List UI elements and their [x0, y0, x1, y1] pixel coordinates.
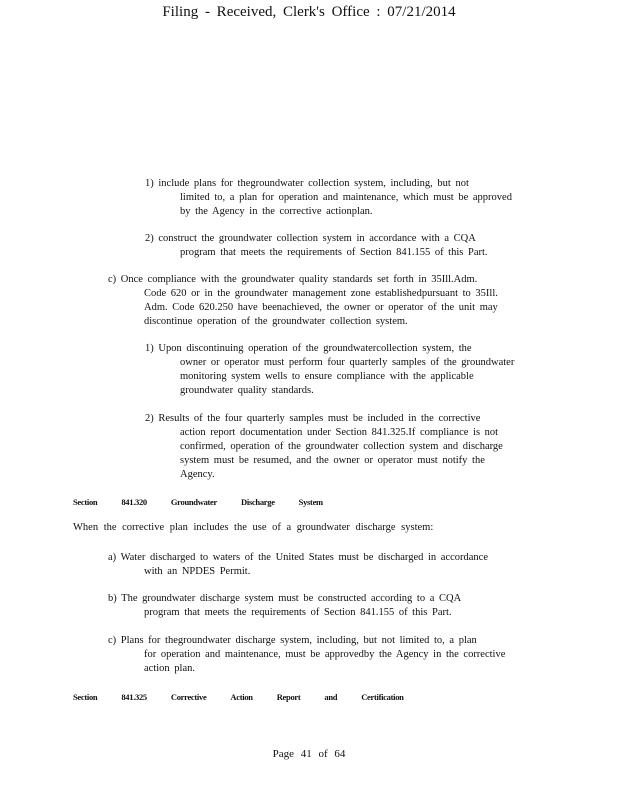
- section-intro: When the corrective plan includes the use of a groundwater discharge system:: [73, 522, 434, 533]
- section-heading: Section 841.325 Corrective Action Report and Certification: [73, 692, 404, 702]
- list-item: 1) Upon discontinuing operation of the groundwatercollection system, the owner or operator must perform four quarterly samples of the groundwater monitoring system wells to ensure compliance with the applicable groundwater quality standards.: [145, 343, 515, 396]
- list-item: 2) construct the groundwater collection system in accordance with a CQA program that meets the requirements of Section 841.155 of this Part.: [145, 233, 488, 258]
- list-item: c) Plans for thegroundwater discharge system, including, but not limited to, a plan for operation and maintenance, must be approvedby the Agency in the corrective action plan.: [108, 635, 506, 674]
- list-item: 1) include plans for thegroundwater collection system, including, but not limited to, a plan for operation and maintenance, which must be approved by the Agency in the corrective actionplan.: [145, 178, 512, 217]
- section-heading: Section 841.320 Groundwater Discharge System: [73, 497, 323, 507]
- list-item: a) Water discharged to waters of the United States must be discharged in accordance with an NPDES Permit.: [108, 552, 488, 577]
- filing-header: Filing - Received, Clerk's Office : 07/21/2014: [162, 4, 456, 20]
- page-number: Page 41 of 64: [272, 748, 346, 760]
- list-item: b) The groundwater discharge system must be constructed according to a CQA program that meets the requirements of Section 841.155 of this Part.: [108, 593, 462, 618]
- list-item: 2) Results of the four quarterly samples must be included in the corrective action report documentation under Section 841.325.If compliance is not confirmed, operation of the groundwater collection system and discharge system must be resumed, and the owner or operator must notify the Agency.: [145, 413, 503, 480]
- list-item: c) Once compliance with the groundwater quality standards set forth in 35Ill.Adm. Code 620 or in the groundwater management zone establishedpursuant to 35Ill. Adm. Code 620.250 have beenachieved, the owner or operator of the unit may discontinue operation of the groundwater collection system.: [108, 274, 498, 327]
